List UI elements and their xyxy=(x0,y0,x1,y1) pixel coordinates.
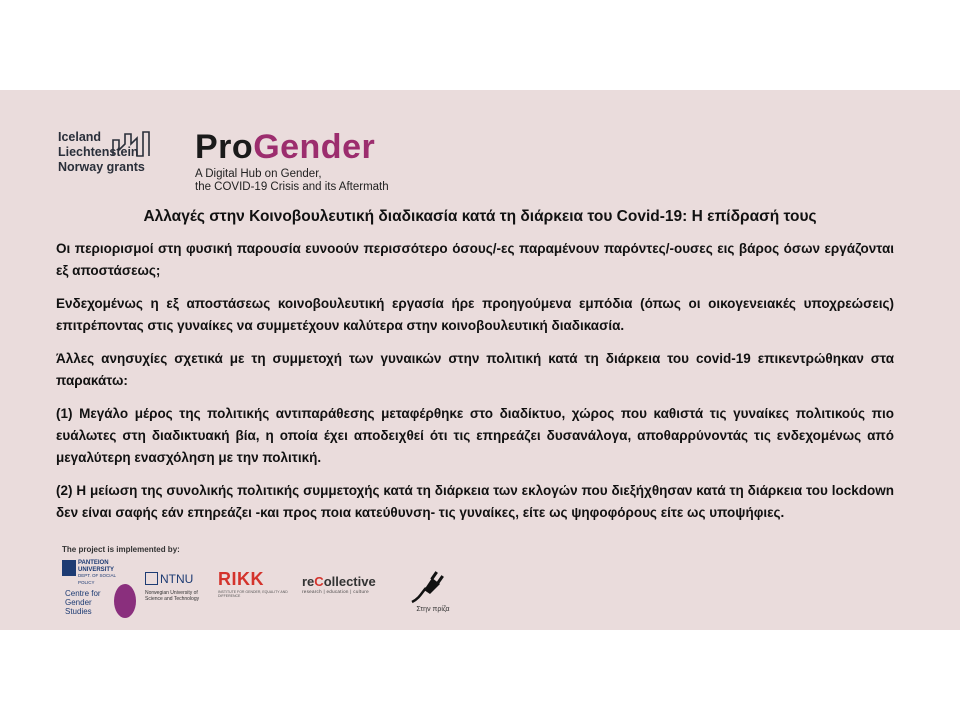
paragraph-2: Ενδεχομένως η εξ αποστάσεως κοινοβουλευτική εργασία ήρε προηγούμενα εμπόδια (όπως οι οικογενειακές υποχρεώσεις) επιτρέποντας στις γυναίκες να συμμετέχουν καλύτερα στην κοινοβουλευτική διαδικασία. xyxy=(56,296,894,333)
progender-gender: Gender xyxy=(253,128,376,166)
centre-line-1: Centre for xyxy=(65,589,101,598)
recollective-c: C xyxy=(314,574,324,589)
paragraph-4: (1) Μεγάλο μέρος της πολιτικής αντιπαράθεσης μεταφέρθηκε στο διαδίκτυο, χώρος που καθιστά τις γυναίκες πολιτικούς πιο ευάλωτες στη διαδικτυακή βία, η οποία έχει αποδειχθεί ότι τις επηρεάζει δυσανάλογα, αποθαρρύνοντάς τις ενδεχομένως από μεγαλύτερη ενασχόληση με την πολιτική. xyxy=(56,406,894,465)
gender-symbol-icon xyxy=(114,584,136,618)
progender-subtitle-2: the COVID-19 Crisis and its Aftermath xyxy=(195,181,389,193)
progender-pro: Pro xyxy=(195,128,254,166)
recollective-subtitle: research | education | culture xyxy=(302,589,369,594)
ntnu-name: NTNU xyxy=(160,571,194,586)
implemented-by-label: The project is implemented by: xyxy=(62,545,180,554)
ntnu-subtitle: Norwegian University of Science and Technology xyxy=(145,590,200,602)
plug-label: Στην πρίζα xyxy=(416,606,450,613)
ntnu-logo xyxy=(145,570,215,602)
eea-line-iceland: Iceland xyxy=(58,130,102,144)
rikk-subtitle: INSTITUTE FOR GENDER, EQUALITY AND DIFFERENCE xyxy=(218,590,288,598)
centre-line-3: Studies xyxy=(65,607,92,616)
eea-line-liechtenstein: Liechtenstein xyxy=(58,145,139,159)
panteion-dept: DEPT. OF SOCIAL POLICY xyxy=(78,573,116,585)
slide-body xyxy=(56,238,894,535)
progender-subtitle-1: A Digital Hub on Gender, xyxy=(195,168,322,180)
plug-icon xyxy=(406,562,450,606)
progender-logo xyxy=(195,128,455,194)
recollective-pre: re xyxy=(302,574,315,589)
stin-priza-logo xyxy=(406,562,456,622)
slide xyxy=(0,90,960,630)
rikk-logo xyxy=(218,569,288,598)
centre-line-2: Gender xyxy=(65,598,92,607)
slide-title: Αλλαγές στην Κοινοβουλευτική διαδικασία κατά τη διάρκεια του Covid-19: Η επίδρασή τους xyxy=(143,208,817,225)
ntnu-square-icon xyxy=(145,572,158,585)
recollective-logo xyxy=(302,574,397,594)
panteion-shield-icon xyxy=(62,560,76,576)
eea-line-norway: Norway grants xyxy=(58,160,145,174)
eea-grants-icon xyxy=(111,130,151,158)
paragraph-5: (2) Η μείωση της συνολικής πολιτικής συμμετοχής κατά τη διάρκεια των εκλογών που διεξήχθησαν κατά τη διάρκεια του lockdown δεν είναι σαφής εάν επηρεάζει -και προς ποια κατεύθυνση- τις γυναίκες, είτε ως ψηφοφόρους είτε ως υποψήφιες. xyxy=(56,483,894,520)
rikk-name: RIKK xyxy=(218,569,264,589)
panteion-logo xyxy=(62,560,130,622)
panteion-university-name: PANTEION UNIVERSITY xyxy=(78,560,115,573)
recollective-post: ollective xyxy=(323,574,376,589)
paragraph-1: Οι περιορισμοί στη φυσική παρουσία ευνοούν περισσότερο όσους/-ες παραμένουν παρόντες/-ουσες εις βάρος όσων εργάζονται εξ αποστάσεως; xyxy=(56,241,894,278)
eea-grants-logo xyxy=(58,130,188,194)
paragraph-3: Άλλες ανησυχίες σχετικά με τη συμμετοχή των γυναικών στην πολιτική κατά τη διάρκεια του covid-19 επικεντρώθηκαν στα παρακάτω: xyxy=(56,351,894,388)
